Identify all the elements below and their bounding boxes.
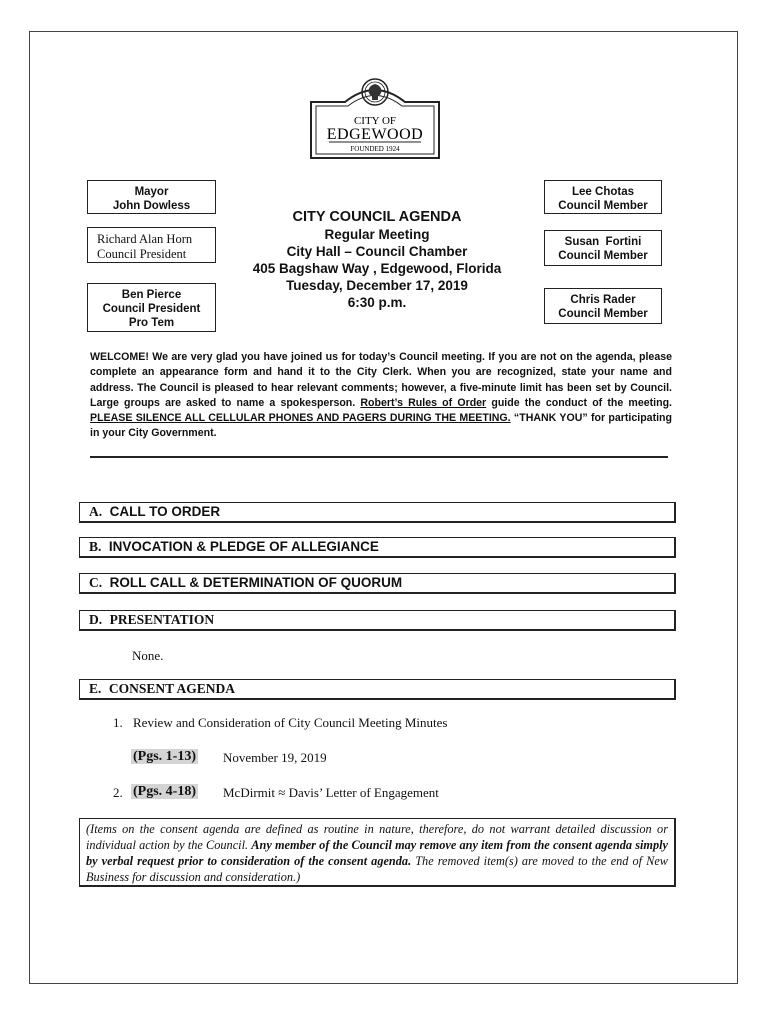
council-president-box: [87, 227, 216, 263]
pro-tem-name: Ben Pierce: [121, 289, 182, 301]
silence-notice: PLEASE SILENCE ALL CELLULAR PHONES AND PAGERS DURING THE MEETING.: [90, 412, 511, 425]
presentation-content: None.: [132, 648, 164, 663]
member1-name: Lee Chotas: [572, 186, 634, 198]
member2-name: Susan Fortini: [564, 236, 642, 248]
pro-tem-title: Council President: [102, 303, 201, 315]
seal-line2: EDGEWOOD: [326, 126, 424, 143]
consent-agenda-note: [79, 818, 676, 887]
consent-item-2-pages: (Pgs. 4-18): [133, 784, 196, 799]
seal-line3: FOUNDED 1924: [350, 145, 400, 153]
meeting-date: Tuesday, December 17, 2019: [286, 278, 468, 293]
member1-title: Council Member: [558, 200, 648, 212]
agenda-title: CITY COUNCIL AGENDA: [292, 209, 462, 225]
section-c: [79, 573, 676, 594]
pro-tem-box: [87, 283, 216, 332]
consent-note-part3: The removed item(s) are moved to the end of New Business for discussion and consideration.): [86, 854, 668, 884]
section-a: [79, 502, 676, 523]
consent-item-1-number: 1.: [113, 715, 123, 730]
section-d-letter: D.: [89, 612, 103, 627]
welcome-text-3: “THANK YOU” for participating in your City Government.: [90, 412, 672, 440]
council-president-title: Council President: [97, 247, 187, 261]
mayor-title: Mayor: [134, 186, 169, 198]
consent-item-1-pages: (Pgs. 1-13): [133, 749, 196, 764]
meeting-type: Regular Meeting: [324, 227, 430, 242]
section-c-title: ROLL CALL & DETERMINATION OF QUORUM: [109, 575, 403, 590]
consent-note-emphasis: Any member of the Council may remove any item from the consent agenda simply by verbal request prior to consideration of the consent agenda.: [86, 838, 668, 868]
consent-item-1-text: Review and Consideration of City Council Meeting Minutes: [133, 715, 448, 730]
section-b-title: INVOCATION & PLEDGE OF ALLEGIANCE: [108, 539, 379, 554]
consent-item-2-number: 2.: [113, 785, 123, 800]
welcome-text-2: guide the conduct of the meeting.: [486, 396, 672, 409]
rules-of-order: Robert’s Rules of Order: [360, 396, 487, 409]
member3-box: [544, 288, 662, 324]
mayor-box: [87, 180, 216, 214]
welcome-paragraph: [90, 350, 672, 442]
section-e: [79, 679, 676, 700]
consent-item-1-detail: November 19, 2019: [223, 750, 327, 765]
mayor-name: John Dowless: [112, 200, 191, 212]
pro-tem-title2: Pro Tem: [128, 317, 175, 329]
member3-title: Council Member: [558, 308, 648, 320]
section-c-letter: C.: [89, 575, 103, 590]
member2-box: [544, 230, 662, 266]
meeting-address: 405 Bagshaw Way , Edgewood, Florida: [252, 261, 502, 276]
section-a-letter: A.: [89, 504, 103, 519]
section-b: [79, 537, 676, 558]
divider-rule: [90, 456, 668, 458]
welcome-text-1: WELCOME! We are very glad you have joined us for today’s Council meeting. If you are not on the agenda, please complete an appearance form and hand it to the City Clerk. When you are recognized, state your name and address. The Council is pleased to hear relevant comments; however, a five-minute limit has been set by Council. Large groups are asked to name a spokesperson.: [90, 351, 672, 409]
section-a-title: CALL TO ORDER: [109, 504, 221, 519]
section-d-title: PRESENTATION: [109, 612, 215, 627]
section-d: [79, 610, 676, 631]
section-e-letter: E.: [89, 681, 102, 696]
member1-box: [544, 180, 662, 214]
member3-name: Chris Rader: [570, 294, 636, 306]
council-president-name: Richard Alan Horn: [97, 232, 193, 246]
meeting-location: City Hall – Council Chamber: [286, 244, 468, 259]
seal-line1: CITY OF: [353, 115, 397, 127]
meeting-time: 6:30 p.m.: [347, 295, 407, 310]
city-seal: [309, 72, 441, 164]
consent-note-part1: (Items on the consent agenda are defined as routine in nature, therefore, do not warrant detailed discussion or individual action by the Council.: [86, 822, 668, 852]
section-e-title: CONSENT AGENDA: [108, 681, 236, 696]
member2-title: Council Member: [558, 250, 648, 262]
section-b-letter: B.: [89, 539, 102, 554]
consent-item-2-detail: McDirmit ≈ Davis’ Letter of Engagement: [223, 785, 439, 800]
